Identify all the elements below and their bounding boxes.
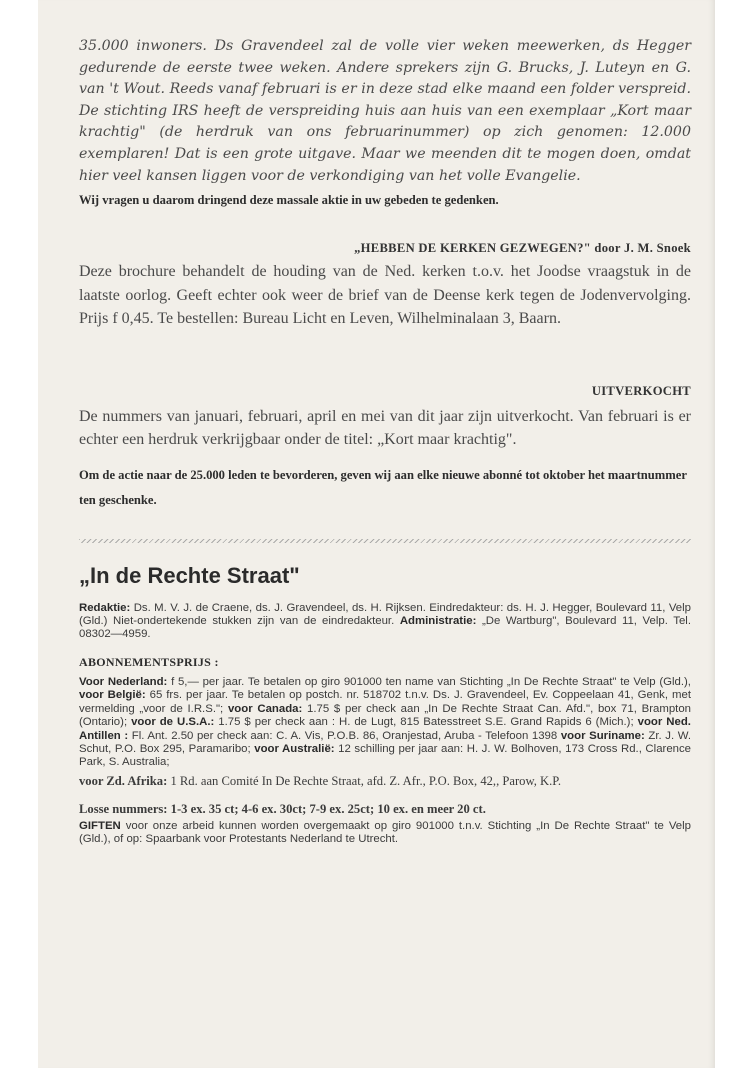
administratie-label: Administratie:	[399, 615, 477, 628]
nl-text: f 5,— per jaar. Te betalen op giro 901000 ten name van Stichting „In De Rechte Straat" te Velp (Gld.),	[171, 675, 691, 688]
ca-text: 1.75 $ per check aan „In De Rechte Straat Can. Afd.", box 71, Brampton (Ontario);	[79, 702, 691, 729]
giften-text: voor onze arbeid kunnen worden overgemaakt op giro 901000 t.n.v. Stichting „In De Rechte Straat" te Velp (Gld.), of op: Spaarbank voor Protestants Nederland te Utrecht.	[79, 819, 691, 846]
za-label: voor Zd. Afrika:	[79, 773, 168, 788]
us-text: 1.75 $ per check aan : H. de Lugt, 815 Batesstreet S.E. Grand Rapids 6 (Mich.);	[218, 716, 634, 729]
losse-label: Losse nummers:	[79, 801, 168, 816]
au-label: voor Australië:	[254, 742, 335, 755]
page-paper	[38, 0, 715, 1068]
intro-paragraph: 35.000 inwoners. Ds Gravendeel zal de volle vier weken meewerken, ds Hegger gedurende de eerste twee weken. Andere sprekers zijn G. Brucks, J. Luteyn en G. van 't Wout. Reeds vanaf februari is er in deze stad elke maand een folder verspreid. De stichting IRS heeft de verspreiding huis aan huis van een exemplaar „Kort maar krachtig" (de herdruk van ons februarinummer) op zich genomen: 12.000 exemplaren! Dat is een grote uitgave. Maar we meenden dit te mogen doen, omdat hier veel kansen liggen voor de verkondiging van het volle Evangelie.	[79, 38, 691, 184]
brochure-paragraph: Deze brochure behandelt de houding van de Ned. kerken t.o.v. het Joodse vraagstuk in de laatste oorlog. Geeft echter ook weer de brief van de Deense kerk tegen de Jodenvervolging. Prijs f 0,45. Te bestellen: Bureau Licht en Leven, Wilhelminalaan 3, Baarn.	[79, 263, 691, 328]
losse-nummers-paragraph	[79, 802, 691, 816]
au-text: 12 schilling per jaar aan: H. J. W. Bolhoven, 173 Cross Rd., Clarence Park, S. Australia;	[79, 742, 692, 769]
sold-out-paragraph: De nummers van januari, februari, april en mei van dit jaar zijn uitverkocht. Van februari is er echter een herdruk verkrijgbaar onder de titel: „Kort maar krachtig".	[79, 407, 691, 449]
administratie-text: „De Wartburg", Boulevard 11, Velp. Tel. 08302—4959.	[79, 615, 691, 641]
be-label: voor België:	[79, 689, 146, 702]
wavy-divider	[79, 539, 691, 543]
an-label: voor Ned. Antillen :	[79, 716, 691, 742]
be-text: 65 frs. per jaar. Te betalen op postch. nr. 518702 t.n.v. Ds. J. Gravendeel, Ev. Coppeelaan 41, Genk, met vermelding „voor de I.R.S.";	[79, 689, 692, 715]
giften-label: GIFTEN	[79, 819, 121, 832]
redaktie-text: Ds. M. V. J. de Craene, ds. J. Gravendeel, ds. H. Rijksen. Eindredakteur: ds. H. J. Hegger, Boulevard 11, Velp (Gld.) Niet-ondertekende stukken zijn van de eindredakteur.	[79, 601, 691, 628]
sr-label: voor Suriname:	[560, 729, 645, 742]
prayer-request: Wij vragen u daarom dringend deze massale aktie in uw gebeden te gedenken.	[79, 193, 499, 208]
redaktie-paragraph	[79, 602, 691, 642]
sr-text: Zr. J. W. Schut, P.O. Box 295, Paramaribo;	[79, 729, 692, 755]
giften-paragraph	[79, 820, 691, 847]
magazine-title: „In de Rechte Straat"	[79, 562, 300, 588]
ca-label: voor Canada:	[227, 702, 303, 715]
brochure-heading: „HEBBEN DE KERKEN GEZWEGEN?" door J. M. Snoek	[354, 241, 691, 256]
nl-label: Voor Nederland:	[79, 675, 168, 688]
redaktie-label: Redaktie:	[79, 601, 131, 614]
us-label: voor de U.S.A.:	[131, 716, 215, 729]
page-content	[79, 36, 691, 847]
sold-out-heading: UITVERKOCHT	[591, 383, 691, 398]
abonnement-paragraph	[79, 676, 691, 770]
promo-note: Om de actie naar de 25.000 leden te bevorderen, geven wij aan elke nieuwe abonné tot oktober het maartnummer ten geschenke.	[79, 467, 687, 507]
losse-text: 1-3 ex. 35 ct; 4-6 ex. 30ct; 7-9 ex. 25ct; 10 ex. en meer 20 ct.	[170, 801, 486, 816]
an-text: Fl. Ant. 2.50 per check aan: C. A. Vis, P.O.B. 86, Oranjestad, Aruba - Telefoon 1398	[131, 729, 558, 742]
za-text: 1 Rd. aan Comité In De Rechte Straat, afd. Z. Afr., P.O. Box, 42,, Parow, K.P.	[170, 773, 562, 788]
za-paragraph	[79, 772, 691, 790]
abonnement-heading: ABONNEMENTSPRIJS :	[79, 654, 219, 669]
